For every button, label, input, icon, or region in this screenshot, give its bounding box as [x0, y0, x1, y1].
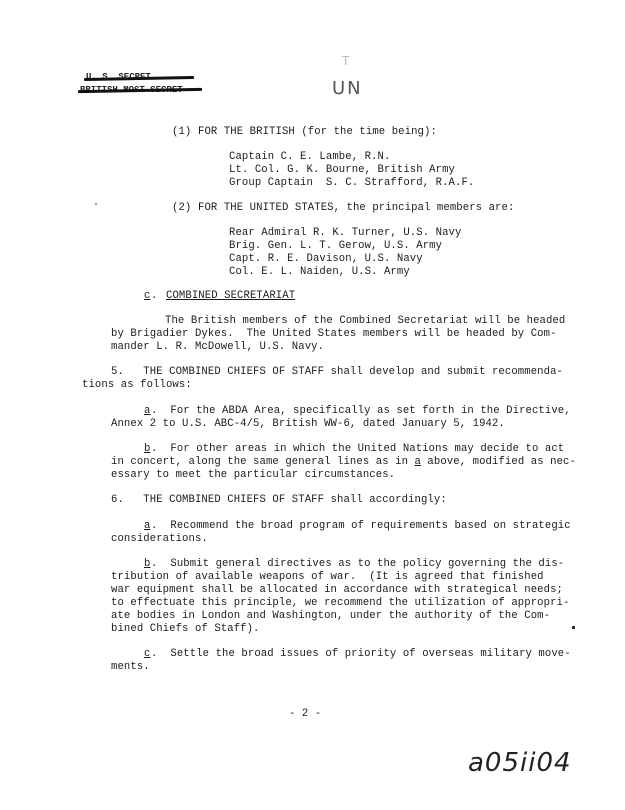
- para6b-line-2: tribution of available weapons of war. (It is agreed that finished: [111, 571, 544, 583]
- para5b-line-2-pre: in concert, along the same general lines as in: [111, 456, 415, 468]
- handwritten-document-id: a05ii04: [468, 748, 572, 778]
- para6c-letter: c: [144, 648, 151, 660]
- us-member-3: Capt. R. E. Davison, U.S. Navy: [229, 253, 423, 265]
- scan-speck: [95, 203, 97, 205]
- british-number: (1): [172, 126, 192, 138]
- secretariat-heading: COMBINED SECRETARIAT: [166, 290, 296, 302]
- para5b-line-2-ref: a: [414, 456, 421, 468]
- stamp-unclassified: UN: [332, 78, 363, 99]
- page-number: - 2 -: [289, 708, 322, 720]
- us-member-2: Brig. Gen. L. T. Gerow, U.S. Army: [229, 240, 443, 252]
- us-member-1: Rear Admiral R. K. Turner, U.S. Navy: [229, 227, 462, 239]
- para6b-line-4: to effectuate this principle, we recommend the utilization of appropri-: [111, 597, 570, 609]
- para5b-line-2-post: above, modified as nec-: [420, 456, 576, 468]
- british-member-2: Lt. Col. G. K. Bourne, British Army: [229, 164, 456, 176]
- stamp-faint: T: [342, 54, 350, 68]
- secretariat-line-3: mander L. R. McDowell, U.S. Navy.: [111, 341, 325, 353]
- secretariat-letter: c: [144, 290, 151, 302]
- para5b-letter: b: [144, 443, 151, 455]
- para5b-line-1: . For other areas in which the United Nations may decide to act: [151, 443, 565, 455]
- para6a-line-1: . Recommend the broad program of requirements based on strategic: [151, 520, 571, 532]
- british-heading: FOR THE BRITISH (for the time being):: [198, 126, 437, 138]
- us-heading: FOR THE UNITED STATES, the principal members are:: [198, 202, 515, 214]
- secretariat-line-2: by Brigadier Dykes. The United States members will be headed by Com-: [111, 328, 557, 340]
- para5a-line-1: . For the ABDA Area, specifically as set forth in the Directive,: [151, 405, 571, 417]
- para6a-letter: a: [144, 520, 151, 532]
- para6b-line-3: war equipment shall be allocated in accordance with strategical needs;: [111, 584, 564, 596]
- british-member-1: Captain C. E. Lambe, R.N.: [229, 151, 391, 163]
- para5a-letter: a: [144, 405, 151, 417]
- para6-line-1: 6. THE COMBINED CHIEFS OF STAFF shall accordingly:: [111, 494, 447, 506]
- scan-speck: [572, 626, 575, 629]
- british-member-3: Group Captain S. C. Strafford, R.A.F.: [229, 177, 475, 189]
- para5a-line-2: Annex 2 to U.S. ABC-4/5, British WW-6, dated January 5, 1942.: [111, 418, 505, 430]
- para6c-line-2: ments.: [111, 661, 150, 673]
- para6c-line-1: . Settle the broad issues of priority of overseas military move-: [151, 648, 571, 660]
- us-member-4: Col. E. L. Naiden, U.S. Army: [229, 266, 410, 278]
- para5b-line-2: [111, 456, 576, 469]
- para5b-line-3: essary to meet the particular circumstances.: [111, 469, 396, 481]
- para5-line-1: 5. THE COMBINED CHIEFS OF STAFF shall develop and submit recommenda-: [111, 366, 564, 378]
- secretariat-line-1: The British members of the Combined Secretariat will be headed: [165, 315, 566, 327]
- para6b-line-6: bined Chiefs of Staff).: [111, 623, 260, 635]
- us-number: (2): [172, 202, 192, 214]
- para6a-line-2: considerations.: [111, 533, 208, 545]
- para6b-line-5: ate bodies in London and Washington, under the authority of the Com-: [111, 610, 551, 622]
- para5-line-2: tions as follows:: [82, 379, 192, 391]
- para6b-line-1: . Submit general directives as to the policy governing the dis-: [151, 558, 565, 570]
- secretariat-dot: .: [151, 290, 158, 302]
- para6b-letter: b: [144, 558, 151, 570]
